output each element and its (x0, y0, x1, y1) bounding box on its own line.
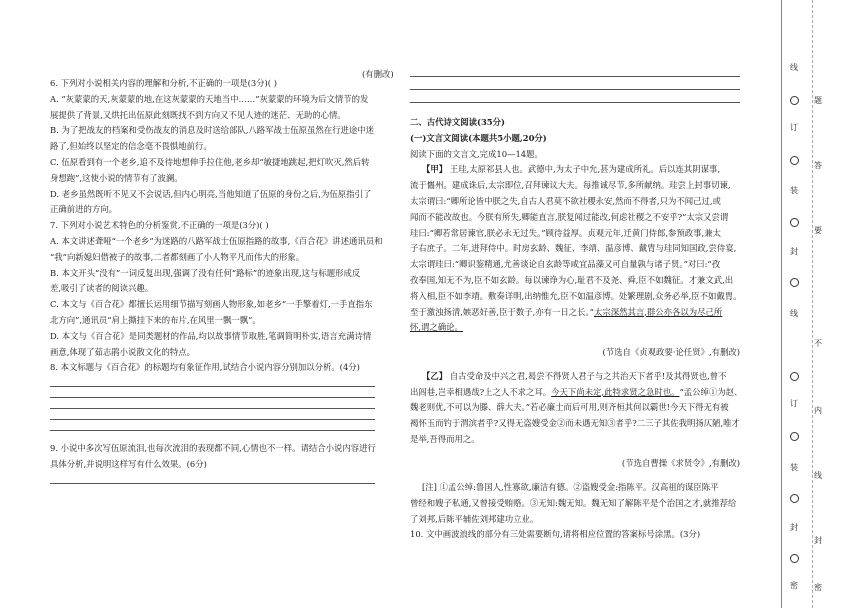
passage-text: 自古受命及中兴之君,曷尝不得贤人君子与之共治天下者乎!及其得贤也,曾不 (449, 370, 727, 381)
answer-line[interactable] (50, 419, 375, 420)
q6-option-c-cont: 身想跑”,这使小说的情节有了波澜。 (50, 172, 183, 183)
binding-char: 线 (790, 309, 798, 318)
binding-fold-line (781, 0, 782, 608)
binding-char: 密 (790, 581, 798, 590)
q7-option-d-cont: 画意,体现了茹志鹃小说散文化的特点。 (50, 346, 196, 357)
binding-char: 要 (814, 226, 822, 235)
binding-char: 密 (814, 583, 822, 592)
passage-line: 流于巂州。建成诛后,太宗即位,召拜谏议大夫。每推诚尽节,多所献纳。珪尝上封事切谏, (410, 180, 731, 191)
underlined-sentence-cont: 怀,谓之确论。 (410, 322, 463, 333)
binding-char: 封 (790, 523, 798, 532)
q7-option-b-cont: 差,吸引了读者的阅读兴趣。 (50, 283, 154, 294)
passage-line: 是举,吾得而用之。 (410, 433, 480, 444)
passage-line: 闻而不能改故也。今朕有所失,卿能直言,朕复闻过能改,何虑社稷之不安乎?”太宗又尝谓 (410, 211, 729, 222)
binding-hole-icon (790, 494, 799, 503)
q7-option-a-cont: “我”向新媳妇借被子的故事,二者都刻画了小人物平凡而伟大的形象。 (50, 251, 305, 262)
question-9-cont: 具体分析,并说明这样写有什么效果。(6分) (50, 458, 207, 469)
passage-line (410, 385, 743, 401)
wavy-line-passage (410, 257, 740, 273)
binding-char: 题 (814, 96, 822, 105)
annotation-line: 曾经和嫂子私通,又曾接受贿赂。③无知:魏无知。魏无知了解陈平是个治国之才,就推荐给 (410, 497, 737, 508)
q6-option-b-cont: 路了,但始终以坚定的信念毫不畏惧地前行。 (50, 141, 212, 152)
binding-char: 线 (790, 63, 798, 72)
binding-dash-line (812, 0, 813, 608)
binding-char: 装 (790, 463, 798, 472)
answer-line[interactable] (50, 408, 375, 409)
header-note: (有删改) (362, 69, 394, 79)
reading-instruction: 阅读下面的文言文,完成10—14题。 (410, 148, 543, 159)
question-6: 6. 下列对小说相关内容的理解和分析,不正确的一项是(3分)( ) (50, 78, 277, 88)
q7-option-b: B. 本文开头“没有”一词反复出现,强调了没有任何“路标”的迹象出现,这与标题形成反 (50, 267, 361, 278)
annotation-text: ①孟公绰:鲁国人,性寡欲,廉洁有德。②盗嫂受金:指陈平。汉高祖的谋臣陈平 (439, 481, 719, 492)
binding-hole-icon (790, 156, 799, 165)
q6-option-c: C. 伍原看到有一个老乡,追不及待地想伸手拉住他,老乡却“敏捷地跳起,把灯吹灭,然后转 (50, 156, 370, 167)
binding-hole-icon (790, 278, 799, 287)
binding-hole-icon (790, 218, 799, 227)
subsection-title: (一)文言文阅读(本题共5小题,20分) (410, 132, 547, 143)
question-9: 9. 小说中多次写伍原流泪,也每次流泪的表现都不同,心情也不一样。请结合小说内容进行 (50, 443, 376, 454)
binding-char: 答 (814, 161, 822, 170)
answer-line[interactable] (410, 102, 740, 103)
underlined-sentence: 今天下尚未定,此特求贤之急时也。 (551, 386, 680, 397)
answer-line[interactable] (50, 483, 375, 484)
binding-hole-icon (790, 96, 799, 105)
binding-char: 订 (790, 123, 798, 132)
passage-line: 子右庶子。二年,进拜侍中。时房玄龄、魏征、李靖、温彦博、戴胄与珪同知国政,尝侍宴, (410, 243, 737, 254)
passage-jia-tag: 【甲】 (422, 164, 448, 175)
passage-line: 褐怀玉而钓于渭滨者乎?又得无盗嫂受金②而未遇无知③者乎?二三子其佐我明扬仄陋,唯才 (410, 418, 740, 429)
answer-line[interactable] (410, 76, 740, 77)
passage-text: “孟公绰①为赵、 (679, 386, 743, 397)
q6-option-d-cont: 正确前进的方向。 (50, 204, 117, 215)
binding-char: 订 (790, 399, 798, 408)
source-citation-yi: (节选自曹操《求贤令》,有删改) (621, 457, 740, 468)
annotation-line: 了刘邦,后陈平辅佐刘邦建功立业。 (410, 513, 539, 524)
q6-option-a-cont: 展提供了背景,又烘托出伍原此刻既找不到方向又不见人迹的迷茫、无助的心情。 (50, 109, 346, 120)
answer-line[interactable] (50, 397, 375, 398)
q6-option-b: B. 为了把战友的档案和受伤战友的消息及时送给部队,八路军战士伍原虽然在行进途中迷 (50, 125, 375, 136)
answer-line[interactable] (50, 386, 375, 387)
passage-yi-tag: 【乙】 (422, 370, 448, 381)
binding-char: 内 (814, 406, 822, 415)
annotation-tag: [注] (422, 481, 437, 492)
left-column (50, 76, 383, 491)
binding-char: 线 (814, 471, 822, 480)
answer-line[interactable] (410, 89, 740, 90)
underlined-sentence: 太宗深然其言,群公亦各以为尽己所 (593, 306, 723, 317)
binding-char: 封 (814, 536, 822, 545)
answer-line[interactable] (50, 430, 375, 431)
passage-text: 出闾巷,岂幸相遇哉?上之人不求之耳。 (410, 386, 552, 397)
passage-text: 太宗谓珪曰:“卿识鉴精通,尤善谈论自玄龄等咸宜品藻又可自量孰与诸子贤。”对曰:“孜 (410, 259, 721, 270)
binding-hole-icon (790, 372, 799, 381)
binding-char: 装 (790, 186, 798, 195)
passage-line (410, 320, 740, 336)
binding-hole-icon (790, 432, 799, 441)
passage-line: 魏老则优,不可以为滕、薛大夫。”若必廉士而后可用,则齐桓其何以霸世!今天下得无有被 (410, 402, 729, 413)
passage-line: 珪曰:“卿若常居谏官,朕必永无过失。”顾待益厚。贞观元年,迁黄门侍郎,参预政事,兼太 (410, 227, 721, 238)
q7-option-c-cont: 北方向”,通讯员“肩上撕挂下来的布片,在风里一飘一飘”。 (50, 314, 261, 325)
passage-line: 将入相,臣不如李靖。敷奏详明,出纳惟允,臣不如温彦博。处繁理剧,众务必举,臣不如戴胄。 (410, 290, 742, 301)
passage-line (410, 305, 740, 321)
binding-hole-icon (790, 554, 799, 563)
passage-text: 王珪,太原祁县人也。武德中,为太子中允,甚为建成所礼。后以连其阴谋事, (449, 164, 721, 175)
binding-char: 封 (790, 247, 798, 256)
passage-text: 至于激浊扬清,嫉恶好善,臣于数子,亦有一日之长。” (410, 306, 594, 317)
passage-line: 孜奉国,知无不为,臣不如玄龄。每以谏诤为心,耻君不及尧、舜,臣不如魏征。才兼文武,出 (410, 274, 734, 285)
right-column (410, 76, 743, 543)
q7-option-a: A. 本文讲述聋哑“一个老乡”为迷路的八路军战士伍原指路的故事,《百合花》讲述通讯员和 (50, 235, 383, 246)
q6-option-d: D. 老乡虽然既听不见又不会说话,但内心明亮,当他知道了伍原的身份之后,为伍原指引了 (50, 188, 372, 199)
binding-char: 不 (814, 339, 822, 348)
passage-jia-line (410, 162, 740, 178)
source-citation-jia: (节选自《贞观政要·论任贤》,有删改) (602, 346, 740, 357)
annotation-line (410, 480, 740, 496)
passage-yi-line (410, 369, 740, 385)
q7-option-c: C. 本文与《百合花》都擅长运用细节描写刻画人物形象,如老乡“一手擎着灯,一手直指东 (50, 299, 373, 310)
section-title: 二、古代诗文阅读(35分) (410, 117, 505, 127)
question-10: 10. 文中画波浪线的部分有三处需要断句,请将相应位置的答案标号涂黑。(3分) (410, 529, 701, 540)
q6-option-a: A. “灰蒙蒙的天,灰蒙蒙的地,在这灰蒙蒙的天地当中……”灰蒙蒙的环境为后文情节的发 (50, 93, 369, 104)
q7-option-d: D. 本文与《百合花》是同类题材的作品,均以故事情节取胜,笔调简明朴实,语言充满诗情 (50, 330, 372, 341)
question-7: 7. 下列对小说艺术特色的分析鉴赏,不正确的一项是(3分)( ) (50, 220, 269, 231)
question-8: 8. 本文标题与《百合花》的标题均有象征作用,试结合小说内容分别加以分析。(4分) (50, 362, 360, 373)
passage-line: 太宗谓曰:“卿所论皆中朕之失,自古人君莫不欲社稷永安,然而不得者,只为不闻己过,或 (410, 195, 721, 206)
